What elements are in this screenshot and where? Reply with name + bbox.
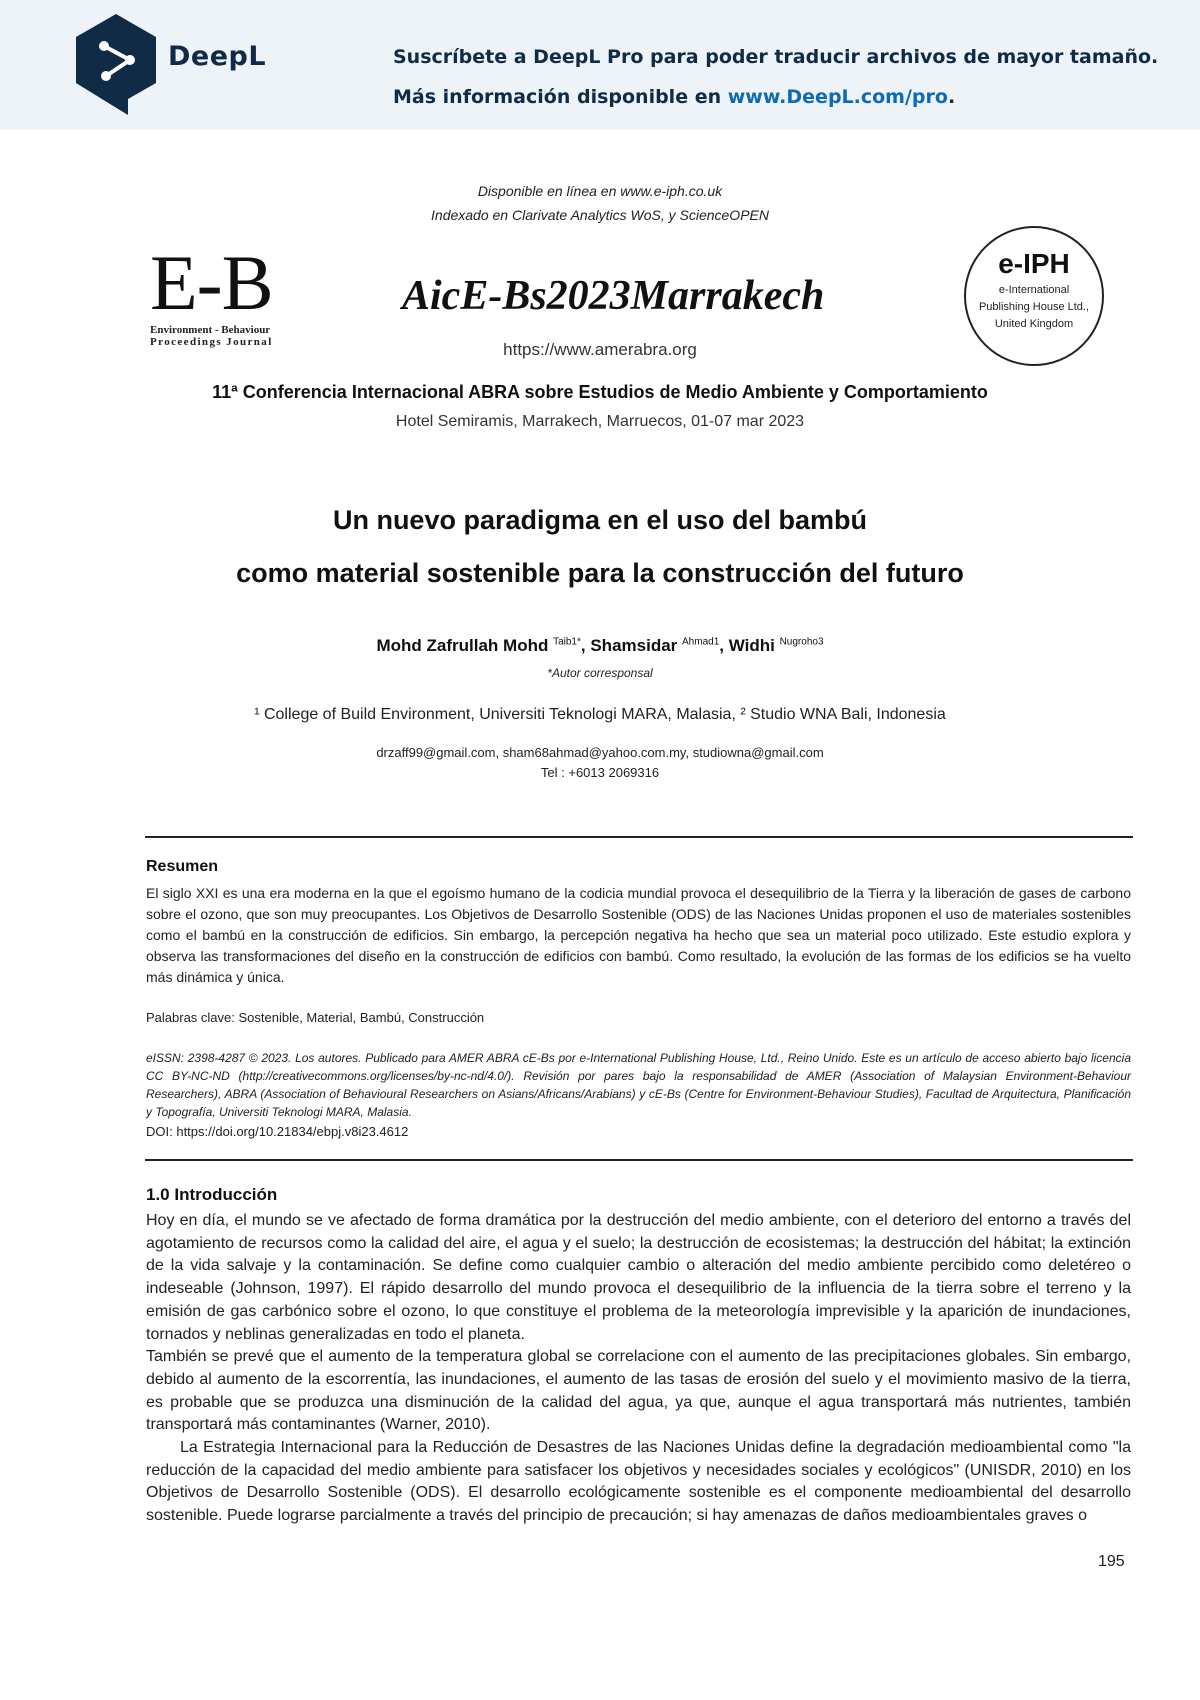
intro-paragraph-2: También se prevé que el aumento de la temperatura global se correlacione con el aumento de las precipitaciones globales. Sin embargo, debido al aumento de la escorrentía, las inundaciones, el aumento de las tasas de erosión del suelo y el movimiento masivo de la tierra, es probable que se produzca una disminución de la calidad del agua, ya que, aunque el agua transportará más nutrientes, también transportará más contaminantes (Warner, 2010). bbox=[146, 1348, 1131, 1434]
banner-info-suffix: . bbox=[947, 86, 956, 108]
eb-logo-mark: E-B bbox=[150, 239, 273, 326]
paper-title-line-2: como material sostenible para la construcción del futuro bbox=[236, 558, 964, 588]
eiph-logo bbox=[964, 226, 1104, 366]
divider bbox=[145, 836, 1133, 838]
eiph-logo-line: e-International bbox=[998, 284, 1070, 296]
deepl-logo-icon bbox=[72, 12, 160, 116]
corresponding-author-note: *Autor corresponsal bbox=[547, 666, 653, 680]
divider bbox=[145, 1159, 1133, 1161]
author-3-affil: Nugroho3 bbox=[779, 636, 824, 648]
conference-url[interactable]: https://www.amerabra.org bbox=[503, 340, 697, 359]
conference-place: Hotel Semiramis, Marrakech, Marruecos, 01-07 mar 2023 bbox=[395, 413, 805, 430]
deepl-banner bbox=[0, 0, 1200, 130]
banner-subscribe-text: Suscríbete a DeepL Pro para poder traducir archivos de mayor tamaño. bbox=[393, 46, 1159, 68]
doi-link[interactable]: DOI: https://doi.org/10.21834/ebpj.v8i23.4612 bbox=[146, 1124, 409, 1139]
authors-line bbox=[0, 636, 1200, 656]
page-number: 195 bbox=[1098, 1553, 1125, 1570]
abstract-body: El siglo XXI es una era moderna en la que el egoísmo humano de la codicia mundial provoca el desequilibrio de la Tierra y la liberación de gases de carbono sobre el ozono, que son muy preocupantes. Los Objetivos de Desarrollo Sostenible (ODS) de las Naciones Unidas proponen el uso de materiales sostenibles como el bambú en la construcción de edificios. Sin embargo, la percepción negativa ha hecho que sea un material poco utilizado. Este estudio explora y observa las transformaciones del diseño en la construcción de edificios con bambú. Como resultado, la evolución de las formas de los edificios se ha vuelto más dinámica y única. bbox=[146, 885, 1131, 985]
banner-info-prefix: Más información disponible en bbox=[393, 86, 728, 108]
intro-paragraph-3: La Estrategia Internacional para la Reducción de Desastres de las Naciones Unidas define la degradación medioambiental como "la reducción de la capacidad del medio ambiente para satisfacer los objetivos y necesidades sociales y ecológicos" (UNISDR, 2010) en los Objetivos de Desarrollo Sostenible (ODS). El desarrollo ecológicamente sostenible es el componente medioambiental del desarrollo sostenible. Puede lograrse parcialmente a través del principio de precaución; si hay amenazas de daños medioambientales graves o bbox=[146, 1439, 1131, 1525]
deepl-logo[interactable] bbox=[72, 12, 266, 116]
deepl-logo-text: DeepL bbox=[168, 40, 267, 72]
author-phone: Tel : +6013 2069316 bbox=[540, 765, 660, 780]
license-statement: eISSN: 2398-4287 © 2023. Los autores. Publicado para AMER ABRA cE-Bs por e-International Publishing House, Ltd., Reino Unido. Este es un artículo de acceso abierto bajo licencia CC BY-NC-ND (http://creativecommons.org/licenses/by-nc-nd/4.0/). Revisión por pares bajo la responsabilidad de AMER (Association of Malaysian Environment-Behaviour Researchers), ABRA (Association of Behavioural Researchers on Asians/Africans/Arabians) y cE-Bs (Centre for Environment-Behaviour Studies), Facultad de Arquitectura, Planificación y Topografía, Universiti Teknologi MARA, Malasia. bbox=[146, 1051, 1131, 1119]
author-2-affil: Ahmad1 bbox=[682, 636, 720, 648]
deepl-pro-link[interactable]: www.DeepL.com/pro bbox=[727, 86, 948, 108]
eiph-logo-mark: e-IPH bbox=[998, 248, 1070, 279]
author-2: Shamsidar bbox=[590, 636, 678, 655]
eb-journal-logo bbox=[150, 239, 290, 348]
keywords: Palabras clave: Sostenible, Material, Bambú, Construcción bbox=[146, 1010, 485, 1025]
intro-paragraph-1: Hoy en día, el mundo se ve afectado de forma dramática por la destrucción del medio ambiente, con el deterioro del entorno a través del agotamiento de recursos como la calidad del aire, el agua y el suelo; la destrucción de ecosistemas; la destrucción del hábitat; la extinción de la vida salvaje y la contaminación. Se define como cualquier cambio o alteración del medio ambiente percibido como deletéreo o indeseable (Johnson, 1997). El rápido desarrollo del mundo provoca el desequilibrio de la influencia de la tierra sobre el terreno y la emisión de gas carbónico sobre el ozono, lo que constituye el problema de la meteorología imprevisible y la aparición de inundaciones, tornados y neblinas generalizadas en todo el planeta. bbox=[146, 1212, 1131, 1343]
author-1: Mohd Zafrullah Mohd bbox=[376, 636, 549, 655]
available-online-text: Disponible en línea en www.e-iph.co.uk bbox=[477, 183, 723, 199]
author-separator: , bbox=[719, 636, 729, 655]
conference-name: 11ª Conferencia Internacional ABRA sobre Estudios de Medio Ambiente y Comportamiento bbox=[212, 382, 988, 402]
eiph-logo-line: Publishing House Ltd., bbox=[978, 301, 1090, 313]
eb-logo-subtitle-2: Proceedings Journal bbox=[150, 336, 273, 348]
eb-logo-subtitle: Environment - Behaviour bbox=[150, 324, 271, 336]
intro-heading: 1.0 Introducción bbox=[146, 1185, 278, 1204]
author-separator: , bbox=[580, 636, 591, 655]
indexed-text: Indexado en Clarivate Analytics WoS, y ScienceOPEN bbox=[431, 207, 769, 223]
author-emails[interactable]: drzaff99@gmail.com, sham68ahmad@yahoo.com.my, studiowna@gmail.com bbox=[376, 745, 824, 760]
eiph-logo-line: United Kingdom bbox=[994, 318, 1074, 330]
abstract-heading: Resumen bbox=[146, 858, 219, 875]
paper-title-line-1: Un nuevo paradigma en el uso del bambú bbox=[332, 505, 868, 535]
conference-title: AicE-Bs2023Marrakech bbox=[402, 273, 825, 319]
author-3: Widhi bbox=[728, 636, 775, 655]
affiliations: ¹ College of Build Environment, Universiti Teknologi MARA, Malasia, ² Studio WNA Bali, Indonesia bbox=[254, 706, 946, 723]
banner-info-line bbox=[393, 86, 955, 108]
author-1-affil: Taib1* bbox=[553, 636, 581, 648]
intro-body bbox=[146, 1210, 1131, 1528]
